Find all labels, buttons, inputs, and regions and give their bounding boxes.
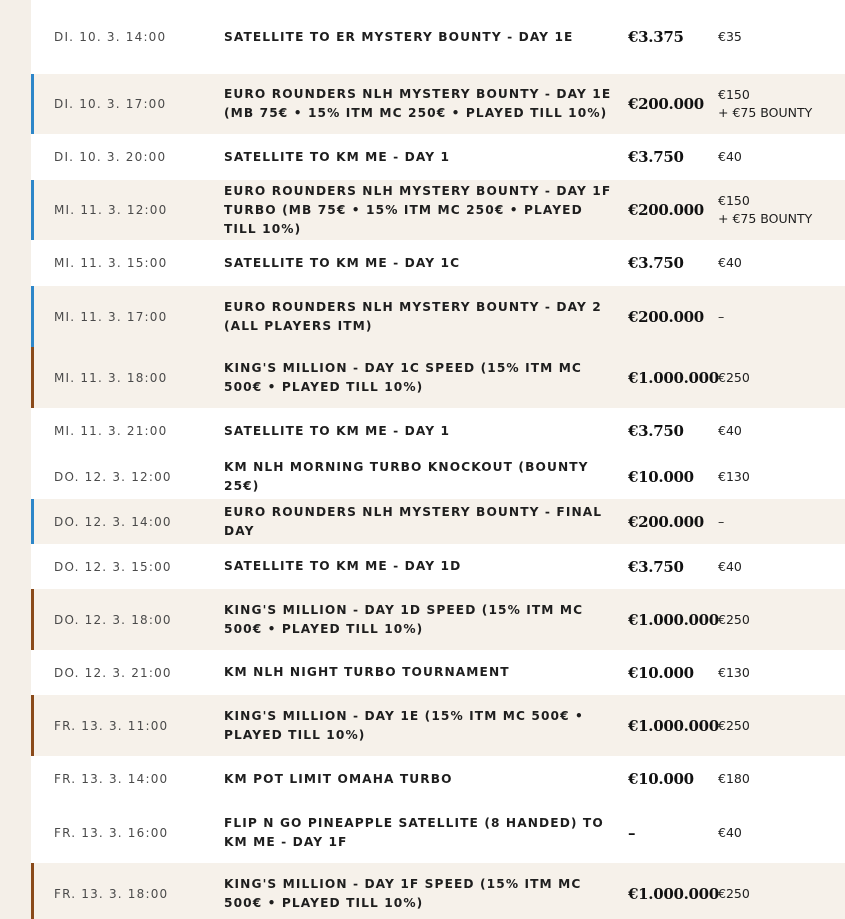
buyin-bounty: + €75 BOUNTY xyxy=(718,211,813,226)
row-event-name[interactable]: FLIP N GO PINEAPPLE SATELLITE (8 HANDED) TO KM ME - DAY 1F xyxy=(224,815,604,849)
buyin-amount: €250 xyxy=(718,369,750,385)
table-row[interactable] xyxy=(31,240,845,286)
row-date: DO. 12. 3. 14:00 xyxy=(54,514,172,529)
row-buyin xyxy=(718,86,838,122)
row-date: FR. 13. 3. 14:00 xyxy=(54,772,169,786)
buyin-amount: €150 xyxy=(718,193,750,208)
buyin-amount: €250 xyxy=(718,886,750,901)
table-row[interactable] xyxy=(31,695,845,756)
buyin-amount: €40 xyxy=(718,149,742,164)
row-prize-pool: €200.000 xyxy=(628,95,704,113)
table-row[interactable] xyxy=(31,180,845,240)
row-event-name[interactable]: SATELLITE TO KM ME - DAY 1 xyxy=(224,423,451,438)
row-buyin xyxy=(718,824,838,842)
row-event-name[interactable]: EURO ROUNDERS NLH MYSTERY BOUNTY - DAY 1E (MB 75€ • 15% ITM MC 250€ • PLAYED TILL 10%) xyxy=(224,87,612,120)
row-event-name[interactable]: SATELLITE TO KM ME - DAY 1C xyxy=(224,255,461,270)
row-date: FR. 13. 3. 18:00 xyxy=(54,887,169,901)
row-date: DI. 10. 3. 20:00 xyxy=(54,150,167,164)
row-buyin xyxy=(718,254,838,272)
row-date: DI. 10. 3. 14:00 xyxy=(54,30,167,44)
row-prize-pool: €200.000 xyxy=(628,201,704,219)
row-prize-pool: €1.000.000 xyxy=(628,368,719,387)
row-date: DO. 12. 3. 12:00 xyxy=(54,469,172,484)
buyin-amount: €180 xyxy=(718,771,750,786)
row-buyin xyxy=(718,308,838,326)
table-row[interactable] xyxy=(31,756,845,802)
buyin-amount: €35 xyxy=(718,29,742,44)
row-buyin xyxy=(718,611,838,629)
table-row[interactable] xyxy=(31,134,845,180)
table-row[interactable] xyxy=(31,454,845,499)
row-date: DO. 12. 3. 18:00 xyxy=(54,612,172,627)
row-event-name[interactable]: KM POT LIMIT OMAHA TURBO xyxy=(224,771,453,786)
table-row[interactable] xyxy=(31,589,845,650)
row-event-name[interactable]: SATELLITE TO KM ME - DAY 1 xyxy=(224,149,451,164)
row-event-name[interactable]: EURO ROUNDERS NLH MYSTERY BOUNTY - DAY 1F TURBO (MB 75€ • 15% ITM MC 250€ • PLAYED TILL 10%) xyxy=(224,183,612,236)
table-row[interactable] xyxy=(31,408,845,454)
row-date: DO. 12. 3. 15:00 xyxy=(54,559,172,574)
buyin-amount: €130 xyxy=(718,468,750,484)
table-row[interactable] xyxy=(31,74,845,134)
row-date: MI. 11. 3. 15:00 xyxy=(54,256,168,270)
table-row[interactable] xyxy=(31,286,845,347)
row-event-name[interactable]: SATELLITE TO KM ME - DAY 1D xyxy=(224,559,462,573)
row-prize-pool: €3.750 xyxy=(628,422,684,440)
row-event-name[interactable]: KING'S MILLION - DAY 1D SPEED (15% ITM MC 500€ • PLAYED TILL 10%) xyxy=(224,602,584,636)
row-event-name[interactable]: KM NLH NIGHT TURBO TOURNAMENT xyxy=(224,665,510,679)
buyin-amount: €40 xyxy=(718,255,742,270)
row-prize-pool: €1.000.000 xyxy=(628,716,719,735)
row-event-name[interactable]: SATELLITE TO ER MYSTERY BOUNTY - DAY 1E xyxy=(224,29,574,44)
row-buyin xyxy=(718,422,838,440)
table-row[interactable] xyxy=(31,499,845,544)
row-event-name[interactable]: EURO ROUNDERS NLH MYSTERY BOUNTY - FINAL DAY xyxy=(224,504,603,538)
table-row[interactable] xyxy=(31,802,845,863)
row-buyin xyxy=(718,28,838,46)
row-buyin xyxy=(718,513,838,531)
row-prize-pool: €1.000.000 xyxy=(628,885,719,903)
row-date: MI. 11. 3. 21:00 xyxy=(54,424,168,438)
row-prize-pool: €200.000 xyxy=(628,307,704,326)
row-prize-pool: – xyxy=(628,823,636,842)
table-row[interactable] xyxy=(31,650,845,695)
row-event-name[interactable]: KING'S MILLION - DAY 1C SPEED (15% ITM MC 500€ • PLAYED TILL 10%) xyxy=(224,360,582,394)
row-buyin xyxy=(718,664,838,682)
buyin-amount: €40 xyxy=(718,423,742,438)
table-row[interactable] xyxy=(31,0,845,74)
row-prize-pool: €200.000 xyxy=(628,512,704,531)
row-prize-pool: €3.375 xyxy=(628,28,684,46)
row-event-name[interactable]: KING'S MILLION - DAY 1E (15% ITM MC 500€ • PLAYED TILL 10%) xyxy=(224,708,584,742)
row-prize-pool: €10.000 xyxy=(628,663,694,682)
table-row[interactable] xyxy=(31,347,845,408)
table-row[interactable] xyxy=(31,863,845,919)
row-prize-pool: €1.000.000 xyxy=(628,610,719,629)
row-buyin xyxy=(718,369,838,387)
row-buyin xyxy=(718,468,838,486)
row-date: FR. 13. 3. 16:00 xyxy=(54,825,169,840)
buyin-amount: – xyxy=(718,513,725,529)
row-date: MI. 11. 3. 17:00 xyxy=(54,309,168,324)
row-event-name[interactable]: KM NLH MORNING TURBO KNOCKOUT (BOUNTY 25€) xyxy=(224,459,589,493)
row-date: DO. 12. 3. 21:00 xyxy=(54,665,172,680)
tournament-schedule-table xyxy=(31,0,845,919)
buyin-amount: €130 xyxy=(718,664,750,680)
row-prize-pool: €10.000 xyxy=(628,770,694,788)
row-date: MI. 11. 3. 18:00 xyxy=(54,370,168,385)
buyin-amount: – xyxy=(718,308,725,324)
buyin-amount: €40 xyxy=(718,558,742,574)
row-prize-pool: €3.750 xyxy=(628,148,684,166)
row-buyin xyxy=(718,885,838,903)
row-prize-pool: €10.000 xyxy=(628,467,694,486)
row-buyin xyxy=(718,770,838,788)
row-event-name[interactable]: EURO ROUNDERS NLH MYSTERY BOUNTY - DAY 2 (ALL PLAYERS ITM) xyxy=(224,299,602,333)
row-prize-pool: €3.750 xyxy=(628,557,684,576)
row-buyin xyxy=(718,717,838,735)
buyin-bounty: + €75 BOUNTY xyxy=(718,105,813,120)
row-buyin xyxy=(718,148,838,166)
row-date: MI. 11. 3. 12:00 xyxy=(54,203,168,217)
row-prize-pool: €3.750 xyxy=(628,254,684,272)
row-buyin xyxy=(718,558,838,576)
buyin-amount: €250 xyxy=(718,717,750,733)
row-buyin xyxy=(718,192,838,228)
buyin-amount: €250 xyxy=(718,611,750,627)
row-event-name[interactable]: KING'S MILLION - DAY 1F SPEED (15% ITM MC 500€ • PLAYED TILL 10%) xyxy=(224,877,582,910)
buyin-amount: €150 xyxy=(718,87,750,102)
row-date: DI. 10. 3. 17:00 xyxy=(54,97,167,111)
table-row[interactable] xyxy=(31,544,845,589)
row-date: FR. 13. 3. 11:00 xyxy=(54,718,169,733)
buyin-amount: €40 xyxy=(718,824,742,840)
